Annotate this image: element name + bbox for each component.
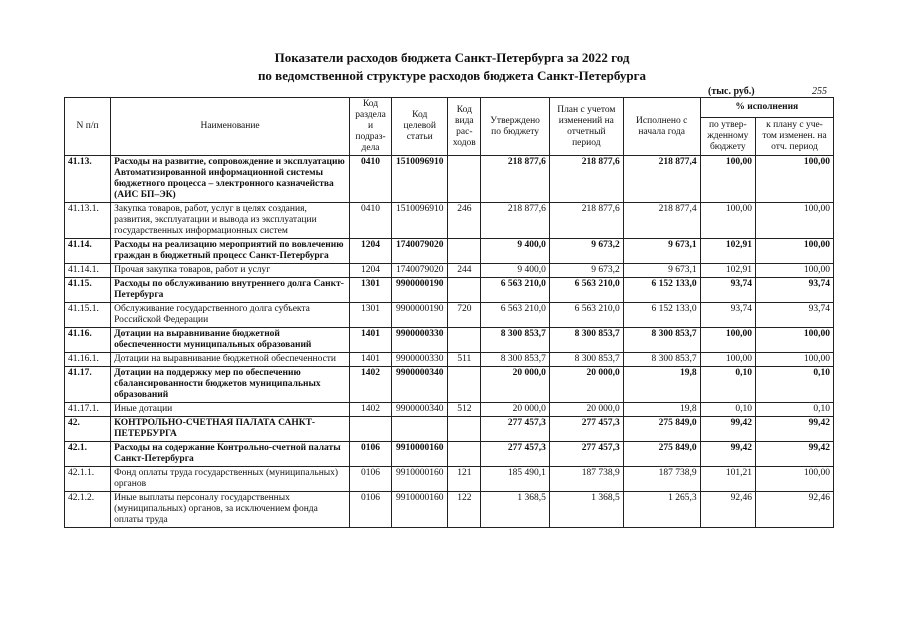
cell-isp: 275 849,0 bbox=[623, 417, 700, 442]
cell-pct-budget: 92,46 bbox=[700, 492, 755, 528]
header-plan: План с учетом изменений на отчетный период bbox=[549, 98, 623, 156]
cell-plan: 9 673,2 bbox=[549, 239, 623, 264]
report-title-line-1: Показатели расходов бюджета Санкт-Петербурга за 2022 год bbox=[274, 50, 630, 65]
cell-utv: 9 400,0 bbox=[481, 239, 550, 264]
cell-cel: 9900000340 bbox=[392, 403, 448, 417]
cell-razdel: 1204 bbox=[350, 264, 392, 278]
cell-name: КОНТРОЛЬНО-СЧЕТНАЯ ПАЛАТА САНКТ-ПЕТЕРБУРГА bbox=[111, 417, 350, 442]
cell-utv: 277 457,3 bbox=[481, 417, 550, 442]
cell-plan: 187 738,9 bbox=[549, 467, 623, 492]
cell-utv: 277 457,3 bbox=[481, 442, 550, 467]
cell-pct-budget: 100,00 bbox=[700, 353, 755, 367]
cell-np: 42.1. bbox=[65, 442, 111, 467]
cell-vid: 246 bbox=[448, 203, 481, 239]
cell-isp: 9 673,1 bbox=[623, 239, 700, 264]
cell-isp: 6 152 133,0 bbox=[623, 278, 700, 303]
cell-pct-plan: 93,74 bbox=[755, 278, 833, 303]
cell-isp: 218 877,4 bbox=[623, 203, 700, 239]
header-pct-group: % исполнения bbox=[700, 98, 833, 118]
cell-vid bbox=[448, 156, 481, 203]
cell-plan: 218 877,6 bbox=[549, 203, 623, 239]
cell-cel: 1740079020 bbox=[392, 239, 448, 264]
header-cel: Код целевой статьи bbox=[392, 98, 448, 156]
table-row bbox=[65, 328, 834, 353]
cell-np: 41.14. bbox=[65, 239, 111, 264]
cell-pct-budget: 93,74 bbox=[700, 278, 755, 303]
cell-name: Иные дотации bbox=[111, 403, 350, 417]
cell-pct-plan: 100,00 bbox=[755, 353, 833, 367]
header-vid: Код вида рас-ходов bbox=[448, 98, 481, 156]
cell-name: Обслуживание государственного долга субъекта Российской Федерации bbox=[111, 303, 350, 328]
cell-pct-budget: 100,00 bbox=[700, 156, 755, 203]
cell-razdel: 1402 bbox=[350, 403, 392, 417]
cell-pct-plan: 100,00 bbox=[755, 203, 833, 239]
cell-utv: 8 300 853,7 bbox=[481, 353, 550, 367]
cell-razdel: 0106 bbox=[350, 492, 392, 528]
cell-pct-plan: 100,00 bbox=[755, 239, 833, 264]
cell-isp: 275 849,0 bbox=[623, 442, 700, 467]
cell-pct-plan: 99,42 bbox=[755, 442, 833, 467]
expenditure-table bbox=[64, 97, 834, 528]
cell-isp: 6 152 133,0 bbox=[623, 303, 700, 328]
cell-isp: 9 673,1 bbox=[623, 264, 700, 278]
cell-vid bbox=[448, 417, 481, 442]
cell-razdel: 0410 bbox=[350, 203, 392, 239]
cell-pct-budget: 99,42 bbox=[700, 417, 755, 442]
cell-razdel: 1401 bbox=[350, 328, 392, 353]
header-utv: Утверждено по бюджету bbox=[481, 98, 550, 156]
table-row bbox=[65, 303, 834, 328]
cell-razdel: 1402 bbox=[350, 367, 392, 403]
cell-name: Иные выплаты персоналу государственных (муниципальных) органов, за исключением фонда оплаты труда bbox=[111, 492, 350, 528]
cell-vid: 512 bbox=[448, 403, 481, 417]
cell-isp: 1 265,3 bbox=[623, 492, 700, 528]
cell-plan: 218 877,6 bbox=[549, 156, 623, 203]
table-row bbox=[65, 442, 834, 467]
cell-np: 41.17.1. bbox=[65, 403, 111, 417]
cell-name: Расходы по обслуживанию внутреннего долга Санкт-Петербурга bbox=[111, 278, 350, 303]
cell-np: 41.16.1. bbox=[65, 353, 111, 367]
cell-pct-budget: 100,00 bbox=[700, 328, 755, 353]
cell-pct-budget: 99,42 bbox=[700, 442, 755, 467]
cell-cel: 9900000190 bbox=[392, 303, 448, 328]
cell-name: Прочая закупка товаров, работ и услуг bbox=[111, 264, 350, 278]
cell-cel bbox=[392, 417, 448, 442]
cell-razdel: 0106 bbox=[350, 442, 392, 467]
cell-cel: 9900000340 bbox=[392, 367, 448, 403]
table-row bbox=[65, 467, 834, 492]
table-row bbox=[65, 239, 834, 264]
cell-razdel: 1301 bbox=[350, 303, 392, 328]
header-pct-budget: по утвер-жденному бюджету bbox=[700, 118, 755, 156]
cell-pct-plan: 93,74 bbox=[755, 303, 833, 328]
cell-plan: 20 000,0 bbox=[549, 403, 623, 417]
cell-isp: 218 877,4 bbox=[623, 156, 700, 203]
cell-razdel: 1301 bbox=[350, 278, 392, 303]
cell-name: Дотации на поддержку мер по обеспечению сбалансированности бюджетов муниципальных образований bbox=[111, 367, 350, 403]
page-number: 255 bbox=[812, 86, 827, 97]
cell-razdel: 0410 bbox=[350, 156, 392, 203]
cell-pct-plan: 100,00 bbox=[755, 156, 833, 203]
cell-cel: 9900000190 bbox=[392, 278, 448, 303]
cell-vid: 244 bbox=[448, 264, 481, 278]
cell-utv: 1 368,5 bbox=[481, 492, 550, 528]
cell-vid bbox=[448, 328, 481, 353]
table-row bbox=[65, 203, 834, 239]
cell-vid bbox=[448, 239, 481, 264]
table-row bbox=[65, 367, 834, 403]
cell-np: 41.13. bbox=[65, 156, 111, 203]
cell-isp: 19,8 bbox=[623, 367, 700, 403]
cell-np: 41.13.1. bbox=[65, 203, 111, 239]
cell-pct-budget: 101,21 bbox=[700, 467, 755, 492]
cell-razdel: 0106 bbox=[350, 467, 392, 492]
cell-np: 42.1.1. bbox=[65, 467, 111, 492]
cell-cel: 9910000160 bbox=[392, 492, 448, 528]
cell-cel: 9910000160 bbox=[392, 467, 448, 492]
cell-cel: 1510096910 bbox=[392, 203, 448, 239]
cell-utv: 9 400,0 bbox=[481, 264, 550, 278]
cell-plan: 20 000,0 bbox=[549, 367, 623, 403]
cell-plan: 1 368,5 bbox=[549, 492, 623, 528]
cell-plan: 8 300 853,7 bbox=[549, 353, 623, 367]
cell-plan: 8 300 853,7 bbox=[549, 328, 623, 353]
cell-pct-plan: 100,00 bbox=[755, 328, 833, 353]
cell-vid bbox=[448, 442, 481, 467]
cell-np: 41.15.1. bbox=[65, 303, 111, 328]
cell-pct-plan: 0,10 bbox=[755, 403, 833, 417]
cell-plan: 9 673,2 bbox=[549, 264, 623, 278]
cell-name: Расходы на содержание Контрольно-счетной палаты Санкт-Петербурга bbox=[111, 442, 350, 467]
cell-utv: 20 000,0 bbox=[481, 367, 550, 403]
cell-np: 41.14.1. bbox=[65, 264, 111, 278]
table-row bbox=[65, 417, 834, 442]
cell-razdel bbox=[350, 417, 392, 442]
cell-name: Закупка товаров, работ, услуг в целях создания, развития, эксплуатации и вывода из эксплуатации государственных информационных систем bbox=[111, 203, 350, 239]
table-row bbox=[65, 264, 834, 278]
table-body bbox=[65, 156, 834, 528]
table-row bbox=[65, 156, 834, 203]
cell-name: Дотации на выравнивание бюджетной обеспеченности bbox=[111, 353, 350, 367]
cell-pct-budget: 0,10 bbox=[700, 403, 755, 417]
cell-pct-budget: 102,91 bbox=[700, 239, 755, 264]
cell-np: 42.1.2. bbox=[65, 492, 111, 528]
cell-razdel: 1401 bbox=[350, 353, 392, 367]
header-name: Наименование bbox=[111, 98, 350, 156]
table-row bbox=[65, 278, 834, 303]
cell-utv: 6 563 210,0 bbox=[481, 303, 550, 328]
cell-pct-budget: 0,10 bbox=[700, 367, 755, 403]
cell-pct-plan: 0,10 bbox=[755, 367, 833, 403]
cell-pct-plan: 92,46 bbox=[755, 492, 833, 528]
cell-vid: 720 bbox=[448, 303, 481, 328]
cell-cel: 1740079020 bbox=[392, 264, 448, 278]
cell-utv: 8 300 853,7 bbox=[481, 328, 550, 353]
cell-name: Расходы на развитие, сопровождение и эксплуатацию Автоматизированной информационной системы бюджетного процесса – электронного казначейства (АИС БП–ЭК) bbox=[111, 156, 350, 203]
table-row bbox=[65, 492, 834, 528]
cell-vid bbox=[448, 278, 481, 303]
cell-plan: 277 457,3 bbox=[549, 417, 623, 442]
header-razdel: Код раздела и подраз-дела bbox=[350, 98, 392, 156]
cell-utv: 20 000,0 bbox=[481, 403, 550, 417]
cell-isp: 19,8 bbox=[623, 403, 700, 417]
cell-isp: 8 300 853,7 bbox=[623, 353, 700, 367]
header-isp: Исполнено с начала года bbox=[623, 98, 700, 156]
report-title-line-2: по ведомственной структуре расходов бюджета Санкт-Петербурга bbox=[257, 68, 647, 83]
cell-vid: 122 bbox=[448, 492, 481, 528]
table-row bbox=[65, 403, 834, 417]
cell-np: 41.17. bbox=[65, 367, 111, 403]
cell-cel: 9900000330 bbox=[392, 328, 448, 353]
cell-pct-budget: 93,74 bbox=[700, 303, 755, 328]
cell-np: 42. bbox=[65, 417, 111, 442]
cell-cel: 1510096910 bbox=[392, 156, 448, 203]
cell-isp: 187 738,9 bbox=[623, 467, 700, 492]
cell-name: Расходы на реализацию мероприятий по вовлечению граждан в бюджетный процесс Санкт-Петербурга bbox=[111, 239, 350, 264]
cell-utv: 218 877,6 bbox=[481, 203, 550, 239]
cell-utv: 6 563 210,0 bbox=[481, 278, 550, 303]
header-pct-plan: к плану с уче-том изменен. на отч. период bbox=[755, 118, 833, 156]
cell-vid bbox=[448, 367, 481, 403]
cell-vid: 511 bbox=[448, 353, 481, 367]
cell-pct-plan: 100,00 bbox=[755, 467, 833, 492]
cell-pct-plan: 99,42 bbox=[755, 417, 833, 442]
cell-isp: 8 300 853,7 bbox=[623, 328, 700, 353]
cell-np: 41.15. bbox=[65, 278, 111, 303]
cell-plan: 6 563 210,0 bbox=[549, 303, 623, 328]
cell-cel: 9900000330 bbox=[392, 353, 448, 367]
header-np: N п/п bbox=[65, 98, 111, 156]
units-label: (тыс. руб.) bbox=[708, 86, 755, 97]
cell-utv: 185 490,1 bbox=[481, 467, 550, 492]
table-row bbox=[65, 353, 834, 367]
cell-name: Фонд оплаты труда государственных (муниципальных) органов bbox=[111, 467, 350, 492]
cell-pct-budget: 100,00 bbox=[700, 203, 755, 239]
cell-cel: 9910000160 bbox=[392, 442, 448, 467]
cell-np: 41.16. bbox=[65, 328, 111, 353]
cell-plan: 277 457,3 bbox=[549, 442, 623, 467]
cell-vid: 121 bbox=[448, 467, 481, 492]
cell-plan: 6 563 210,0 bbox=[549, 278, 623, 303]
cell-pct-budget: 102,91 bbox=[700, 264, 755, 278]
cell-name: Дотации на выравнивание бюджетной обеспеченности муниципальных образований bbox=[111, 328, 350, 353]
cell-razdel: 1204 bbox=[350, 239, 392, 264]
cell-utv: 218 877,6 bbox=[481, 156, 550, 203]
cell-pct-plan: 100,00 bbox=[755, 264, 833, 278]
